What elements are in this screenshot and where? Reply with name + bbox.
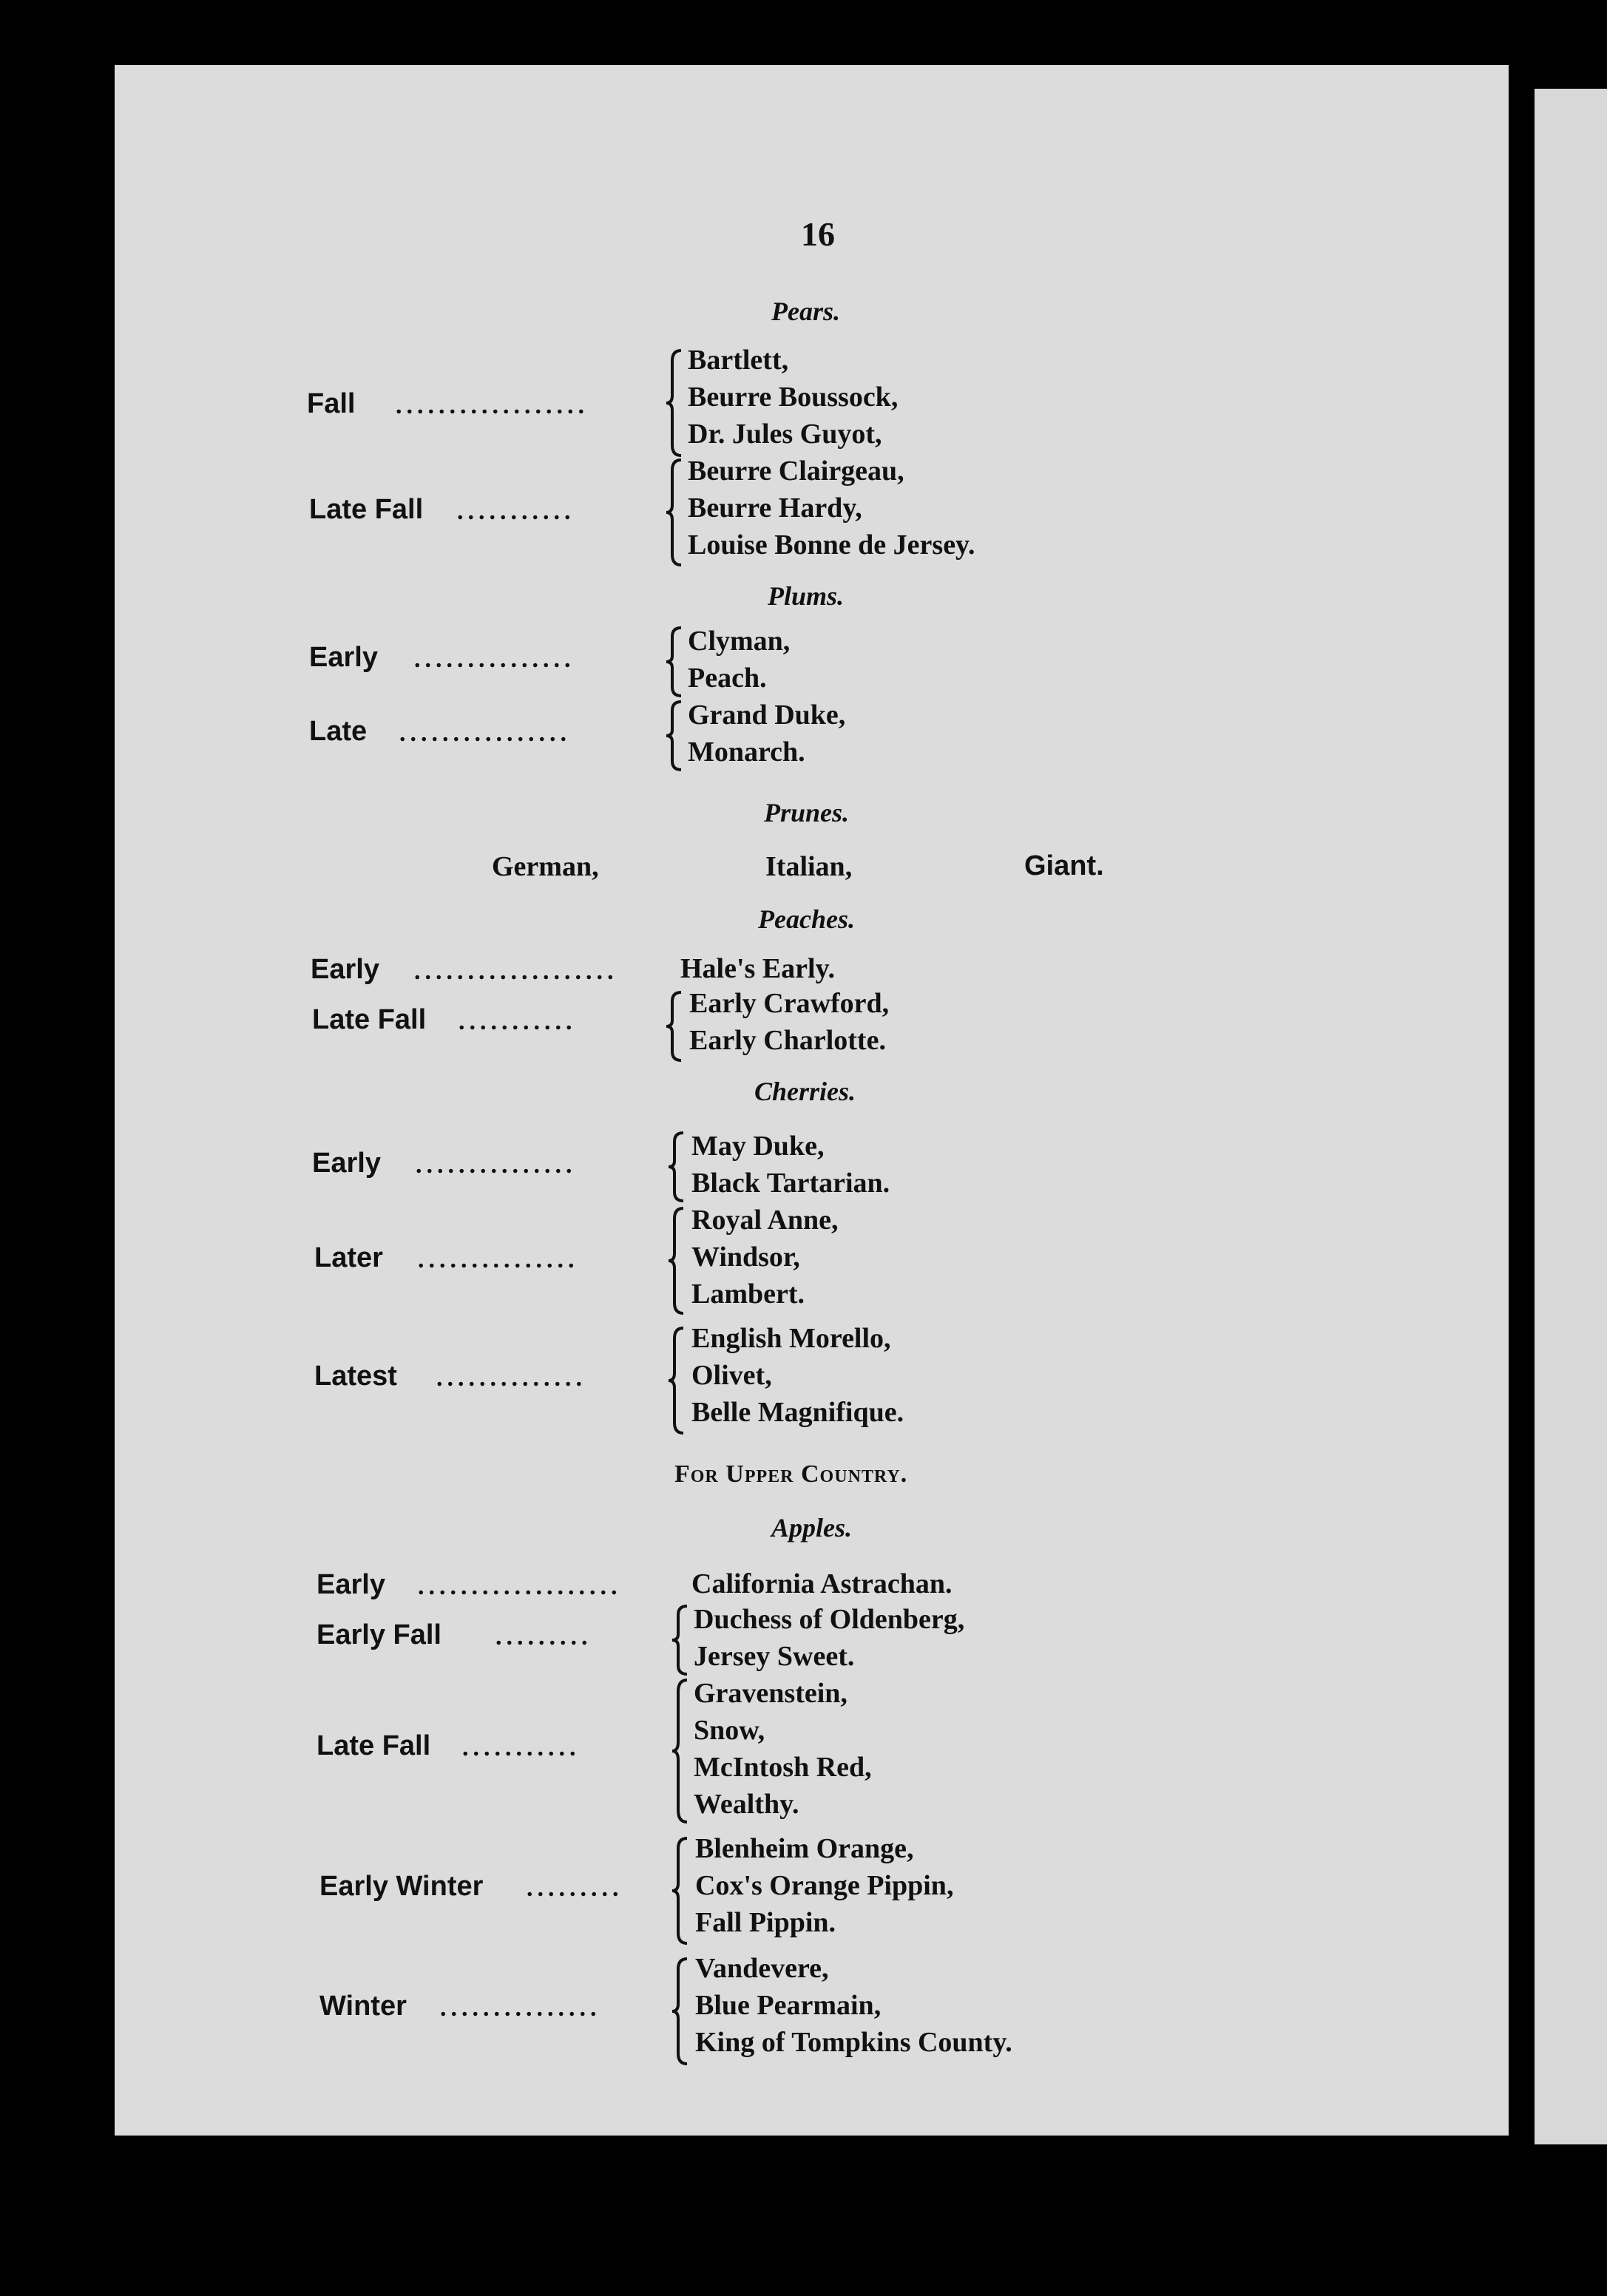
season-label: Later xyxy=(314,1242,383,1273)
season-label: Early xyxy=(317,1569,385,1600)
season-label: Late xyxy=(309,716,368,747)
variety-item: Monarch. xyxy=(688,736,805,768)
variety-item: King of Tompkins County. xyxy=(695,2027,1012,2058)
season-label: Early xyxy=(311,954,379,985)
brace-icon xyxy=(663,699,686,773)
variety-item: Gravenstein, xyxy=(694,1678,848,1709)
brace-icon xyxy=(663,457,686,568)
dot-leader: ............... xyxy=(418,1246,579,1273)
variety-item: Wealthy. xyxy=(694,1789,799,1820)
variety-item: Early Charlotte. xyxy=(689,1025,886,1056)
brace-icon xyxy=(669,1677,691,1825)
brace-icon xyxy=(663,989,686,1063)
variety-item: Black Tartarian. xyxy=(691,1168,890,1199)
dot-leader: ............... xyxy=(414,646,575,673)
variety-item: Blue Pearmain, xyxy=(695,1990,882,2021)
variety-item: Windsor, xyxy=(691,1242,800,1273)
page-number: 16 xyxy=(801,215,835,253)
season-label: Early Winter xyxy=(319,1871,484,1902)
variety-item: Clyman, xyxy=(688,626,791,657)
section-heading-peaches: Peaches. xyxy=(758,904,855,934)
variety-item: California Astrachan. xyxy=(691,1568,953,1599)
prune-variety: Italian, xyxy=(765,851,853,882)
brace-icon xyxy=(666,1325,688,1436)
dot-leader: ........... xyxy=(462,1734,581,1761)
dot-leader: ............... xyxy=(416,1151,577,1179)
brace-icon xyxy=(669,1956,691,2067)
prune-variety: German, xyxy=(492,851,599,882)
dot-leader: ................... xyxy=(418,1573,622,1600)
brace-icon xyxy=(663,348,686,458)
section-heading-apples: Apples. xyxy=(771,1513,853,1542)
adjacent-page-edge xyxy=(1535,89,1607,2144)
variety-item: Jersey Sweet. xyxy=(694,1641,855,1672)
dot-leader: ......... xyxy=(527,1875,623,1902)
section-heading-prunes: Prunes. xyxy=(764,798,850,827)
brace-icon xyxy=(669,1835,691,1946)
variety-item: Duchess of Oldenberg, xyxy=(694,1604,965,1635)
variety-item: Blenheim Orange, xyxy=(695,1833,914,1864)
variety-item: Vandevere, xyxy=(695,1953,829,1984)
section-heading-pears: Pears. xyxy=(771,297,840,326)
variety-item: Snow, xyxy=(694,1715,765,1746)
variety-item: Beurre Hardy, xyxy=(688,492,862,524)
variety-item: Royal Anne, xyxy=(691,1205,839,1236)
variety-item: Belle Magnifique. xyxy=(691,1397,904,1428)
brace-icon xyxy=(663,625,686,699)
variety-item: Louise Bonne de Jersey. xyxy=(688,529,975,561)
season-label: Early Fall xyxy=(317,1619,441,1650)
prune-variety: Giant. xyxy=(1024,850,1104,881)
section-heading-plums: Plums. xyxy=(768,581,845,611)
dot-leader: ............... xyxy=(440,1994,601,2022)
variety-item: English Morello, xyxy=(691,1323,891,1354)
dot-leader: ................... xyxy=(414,958,618,985)
dot-leader: ................ xyxy=(399,719,571,747)
variety-item: Hale's Early. xyxy=(680,953,835,984)
dot-leader: ......... xyxy=(495,1623,592,1650)
variety-item: Early Crawford, xyxy=(689,988,890,1019)
season-label: Fall xyxy=(307,388,356,419)
dot-leader: .............. xyxy=(436,1364,586,1392)
variety-item: Olivet, xyxy=(691,1360,772,1391)
variety-item: Grand Duke, xyxy=(688,700,846,731)
dot-leader: ........... xyxy=(457,498,575,525)
variety-item: McIntosh Red, xyxy=(694,1752,872,1783)
variety-item: Peach. xyxy=(688,663,767,694)
season-label: Early xyxy=(309,642,378,673)
variety-item: Dr. Jules Guyot, xyxy=(688,419,882,450)
variety-item: Beurre Boussock, xyxy=(688,382,899,413)
season-label: Winter xyxy=(319,1991,407,2022)
season-label: Latest xyxy=(314,1361,397,1392)
variety-item: Fall Pippin. xyxy=(695,1907,836,1938)
brace-icon xyxy=(666,1130,688,1204)
dot-leader: .................. xyxy=(396,392,589,419)
variety-item: Bartlett, xyxy=(688,345,789,376)
season-label: Early xyxy=(312,1148,381,1179)
region-heading: For Upper Country. xyxy=(674,1460,908,1488)
brace-icon xyxy=(669,1603,691,1677)
variety-item: Lambert. xyxy=(691,1279,805,1310)
variety-item: Cox's Orange Pippin, xyxy=(695,1870,954,1901)
season-label: Late Fall xyxy=(317,1730,431,1761)
season-label: Late Fall xyxy=(312,1004,427,1035)
dot-leader: ........... xyxy=(459,1008,577,1035)
season-label: Late Fall xyxy=(309,494,424,525)
variety-item: May Duke, xyxy=(691,1131,825,1162)
section-heading-cherries: Cherries. xyxy=(754,1077,856,1106)
brace-icon xyxy=(666,1205,688,1316)
variety-item: Beurre Clairgeau, xyxy=(688,456,904,487)
